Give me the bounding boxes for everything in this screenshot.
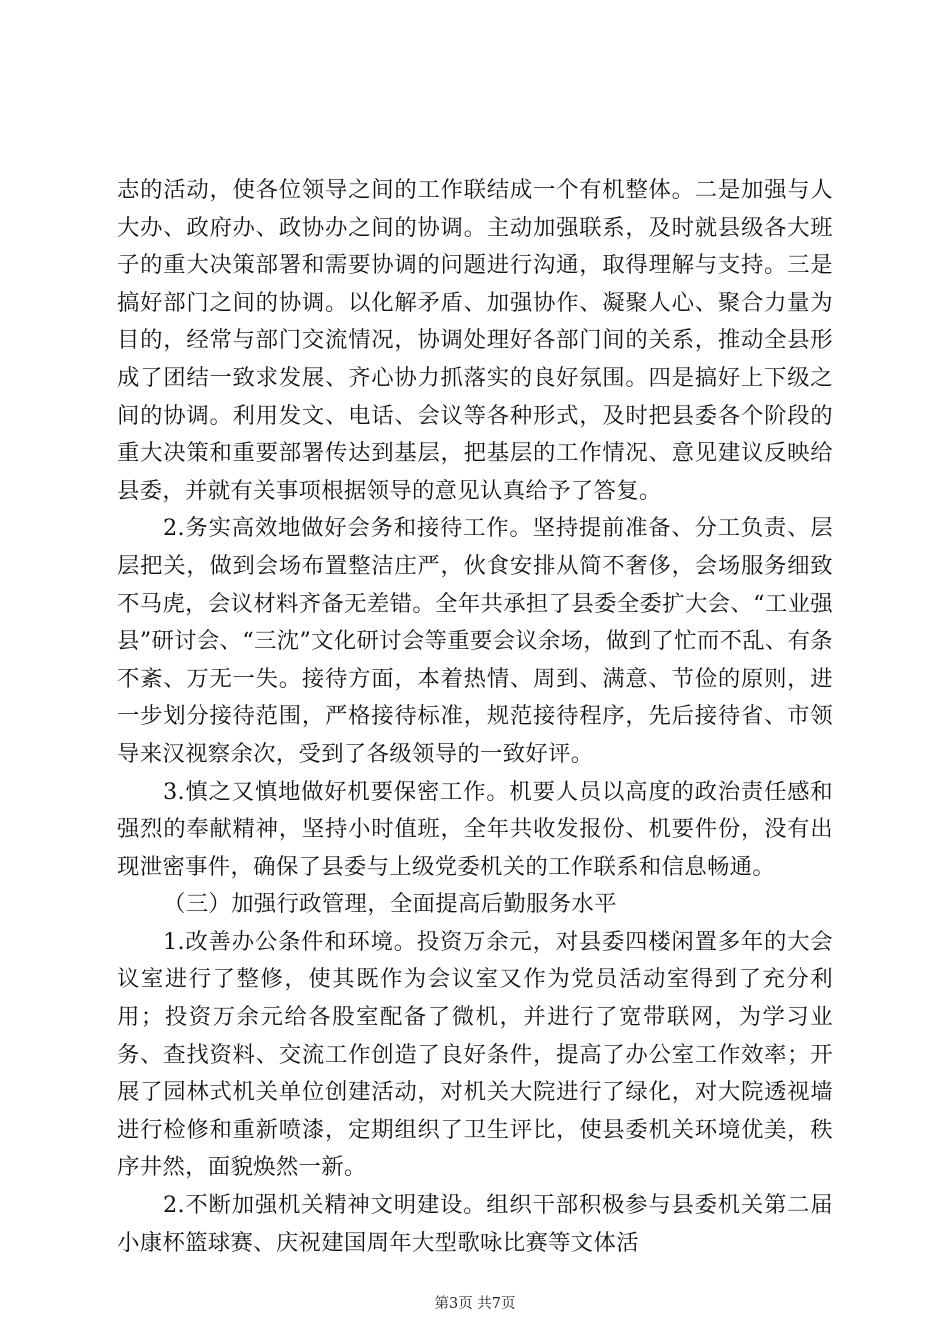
section-heading-admin-management: （三）加强行政管理，全面提高后勤服务水平 [163,891,617,918]
paragraph-office-conditions: 1.改善办公条件和环境。投资万余元，对县委四楼闲置多年的大会议室进行了整修，使其既作为会议室又作为党员活动室得到了充分利用；投资万余元给各股室配备了微机，并进行了宽带联网，为学习业务、查找资料、交流工作创造了良好条件，提高了办公室工作效率；开展了园林式机关单位创建活动，对机关大院进行了绿化，对大院透视墙进行检修和重新喷漆，定期组织了卫生评比，使县委机关环境优美，秩序井然，面貌焕然一新。 [117,928,833,1181]
paragraph-coordination-continued: 志的活动，使各位领导之间的工作联结成一个有机整体。二是加强与人大办、政府办、政协办之间的协调。主动加强联系，及时就县级各大班子的重大决策部署和需要协调的问题进行沟通，取得理解与支持。三是搞好部门之间的协调。以化解矛盾、加强协作、凝聚人心、聚合力量为目的，经常与部门交流情况，协调处理好各部门间的关系，推动全县形成了团结一致求发展、齐心协力抓落实的良好氛围。四是搞好上下级之间的协调。利用发文、电话、会议等各种形式，及时把县委各个阶段的重大决策和重要部署传达到基层，把基层的工作情况、意见建议反映给县委，并就有关事项根据领导的意见认真给予了答复。 [117,177,833,504]
document-body [117,172,833,1262]
paragraph-meetings-reception: 2.务实高效地做好会务和接待工作。坚持提前准备、分工负责、层层把关，做到会场布置整洁庄严，伙食安排从简不奢侈，会场服务细致不马虎，会议材料齐备无差错。全年共承担了县委全委扩大会、“工业强县”研讨会、“三沈”文化研讨会等重要会议余场，做到了忙而不乱、有条不紊、万无一失。接待方面，本着热情、周到、满意、节俭的原则，进一步划分接待范围，严格接待标准，规范接待程序，先后接待省、市领导来汉视察余次，受到了各级领导的一致好评。 [117,515,833,767]
paragraph-confidential-work: 3.慎之又慎地做好机要保密工作。机要人员以高度的政治责任感和强烈的奉献精神，坚持小时值班，全年共收发报份、机要件份，没有出现泄密事件，确保了县委与上级党委机关的工作联系和信息畅通。 [117,778,833,880]
paragraph-spiritual-civilization: 2.不断加强机关精神文明建设。组织干部积极参与县委机关第二届小康杯篮球赛、庆祝建国周年大型歌咏比赛等文体活 [117,1192,833,1256]
page-number-footer: 第3页 共7页 [434,1296,516,1312]
